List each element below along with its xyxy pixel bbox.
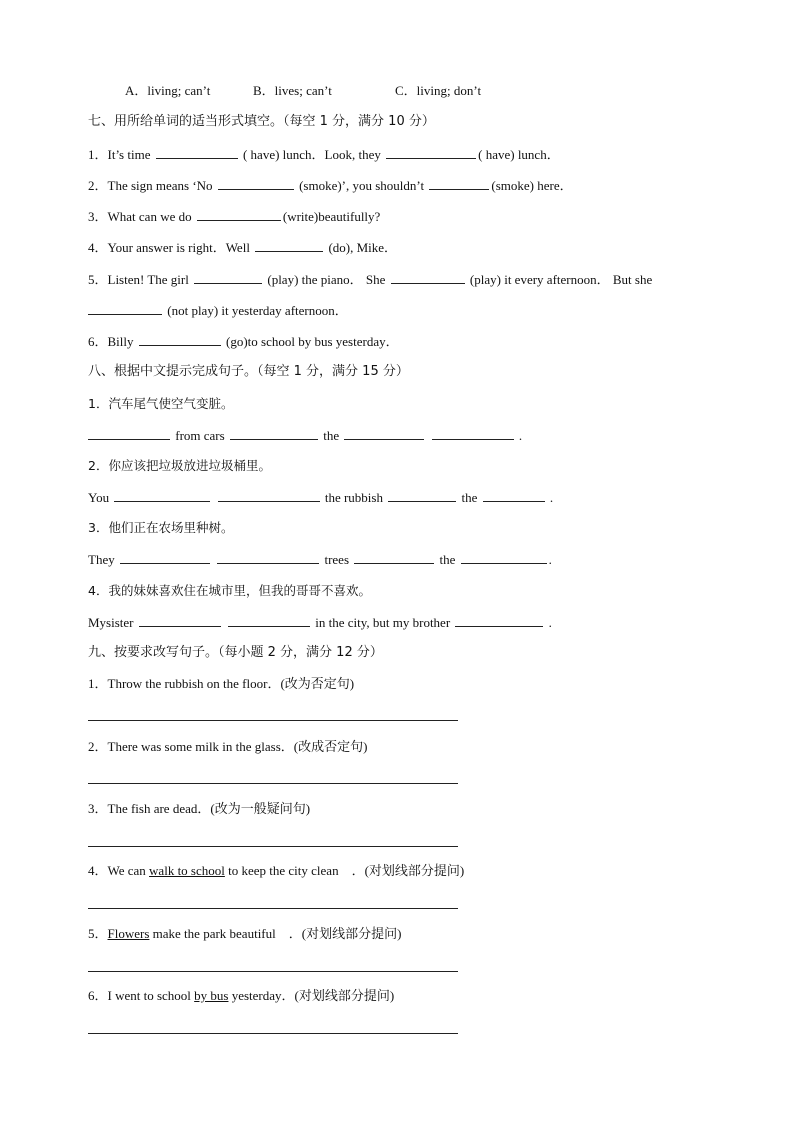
s7-q4-text-b: (do), Mike． [328, 240, 398, 255]
s7-question-5-continued [88, 301, 348, 319]
option-c: C．living; don’t [395, 83, 482, 98]
s8-q3-text-d: . [548, 552, 552, 567]
s7-q5-text-c: (play) it every afternoon． But she [469, 272, 653, 287]
s7-question-2 [88, 176, 573, 194]
s7-q1-text-a: 1．It’s time [88, 147, 151, 162]
s8-q2-text-c: the [461, 490, 478, 505]
s8-q2-blank-3[interactable] [388, 488, 456, 502]
s7-q5-text-b: (play) the piano． She [267, 272, 386, 287]
s8-q1-text-b: the [323, 428, 340, 443]
s8-q1-blank-2[interactable] [230, 426, 318, 440]
s7-q6-text-b: (go)to school by bus yesterday． [226, 334, 399, 349]
s7-question-1 [88, 145, 560, 163]
s8-q4-blank-2[interactable] [228, 613, 310, 627]
s8-q2-blank-4[interactable] [483, 488, 545, 502]
s7-q4-text-a: 4．Your answer is right．Well [88, 240, 250, 255]
s7-q1-blank-2[interactable] [386, 145, 476, 159]
s7-question-6 [88, 332, 399, 350]
s7-q1-text-c: ( have) lunch． [478, 147, 560, 162]
s9-q3-answer-line[interactable] [88, 846, 458, 847]
s7-q6-blank-1[interactable] [139, 332, 221, 346]
s7-q5-blank-3[interactable] [88, 301, 162, 315]
s7-q3-text-b: (write)beautifully? [282, 209, 381, 224]
s9-q6-text-a: 6．I went to school [88, 988, 191, 1003]
s7-q6-text-a: 6．Billy [88, 334, 134, 349]
s8-q2-text-a: You [88, 490, 110, 505]
s7-question-5 [88, 270, 652, 288]
s9-q2-answer-line[interactable] [88, 783, 458, 784]
s8-q1-blank-1[interactable] [88, 426, 170, 440]
section-7-heading: 七、用所给单词的适当形式填空。（每空 1 分，满分 10 分） [88, 114, 435, 129]
s9-q6-underlined-phrase: by bus [194, 988, 229, 1003]
s7-q3-text-a: 3．What can we do [88, 209, 192, 224]
s9-q5-answer-line[interactable] [88, 971, 458, 972]
s9-q6-answer-line[interactable] [88, 1033, 458, 1034]
s7-q2-blank-1[interactable] [218, 176, 294, 190]
s8-question-4 [88, 613, 552, 631]
s8-q1-blank-4[interactable] [432, 426, 514, 440]
s8-q3-blank-4[interactable] [461, 550, 547, 564]
s8-q1-text-a: from cars [175, 428, 225, 443]
s9-q5-text-a: 5． [88, 926, 108, 941]
s8-q3-chinese: 3．他们正在农场里种树。 [88, 520, 234, 535]
s7-q2-text-b: (smoke)’, you shouldn’t [299, 178, 425, 193]
s8-q2-text-d: . [549, 490, 554, 505]
s9-q6-text-b: yesterday．(对划线部分提问) [231, 988, 395, 1003]
s9-question-4 [88, 862, 464, 880]
s8-question-2 [88, 488, 553, 506]
s8-q4-text-a: Mysister [88, 615, 134, 630]
s7-q5-blank-2[interactable] [391, 270, 465, 284]
s8-q3-blank-1[interactable] [120, 550, 210, 564]
s8-q3-text-b: trees [324, 552, 350, 567]
s9-q4-text-a: 4．We can [88, 863, 146, 878]
s8-q3-blank-3[interactable] [354, 550, 434, 564]
s8-question-1 [88, 426, 522, 444]
s9-q1-answer-line[interactable] [88, 720, 458, 721]
s8-q1-text-c: . [518, 428, 523, 443]
s8-q3-text-c: the [439, 552, 456, 567]
s7-question-3 [88, 207, 380, 225]
s7-q1-text-b: ( have) lunch．Look, they [242, 147, 381, 162]
s7-q5-text-a: 5．Listen! The girl [88, 272, 189, 287]
s8-q4-text-b: in the city, but my brother [315, 615, 451, 630]
section-8-heading: 八、根据中文提示完成句子。（每空 1 分，满分 15 分） [88, 364, 409, 379]
s8-q1-chinese: 1．汽车尾气使空气变脏。 [88, 396, 234, 411]
s7-q5-blank-1[interactable] [194, 270, 262, 284]
s7-q3-blank-1[interactable] [197, 207, 281, 221]
s8-q2-blank-1[interactable] [114, 488, 210, 502]
answer-options [125, 82, 481, 100]
option-b: B．lives; can’t [253, 83, 332, 98]
s7-question-4 [88, 238, 397, 256]
s8-q1-blank-3[interactable] [344, 426, 424, 440]
section-9-heading: 九、按要求改写句子。（每小题 2 分，满分 12 分） [88, 645, 383, 660]
s7-q5b-text-a: (not play) it yesterday afternoon． [167, 303, 348, 318]
s7-q2-blank-2[interactable] [429, 176, 489, 190]
s7-q2-text-a: 2．The sign means ‘No [88, 178, 213, 193]
s8-q4-blank-3[interactable] [455, 613, 543, 627]
s8-q3-blank-2[interactable] [217, 550, 319, 564]
s9-q5-underlined-phrase: Flowers [107, 926, 150, 941]
s7-q4-blank-1[interactable] [255, 238, 323, 252]
s8-q2-chinese: 2．你应该把垃圾放进垃圾桶里。 [88, 458, 271, 473]
s9-question-1: 1．Throw the rubbish on the floor．(改为否定句) [88, 676, 355, 691]
s7-q1-blank-1[interactable] [156, 145, 238, 159]
s9-question-3: 3．The fish are dead．(改为一般疑问句) [88, 801, 311, 816]
s9-q5-text-b: make the park beautiful ．(对划线部分提问) [152, 926, 402, 941]
s8-q2-text-b: the rubbish [324, 490, 383, 505]
s9-q4-underlined-phrase: walk to school [149, 863, 225, 878]
s9-question-6 [88, 987, 394, 1005]
s9-question-2: 2．There was some milk in the glass．(改成否定句) [88, 739, 368, 754]
s8-question-3 [88, 550, 552, 568]
s8-q2-blank-2[interactable] [218, 488, 320, 502]
s8-q4-blank-1[interactable] [139, 613, 221, 627]
s8-q4-text-c: . [548, 615, 552, 630]
option-a: A．living; can’t [125, 83, 211, 98]
s9-q4-answer-line[interactable] [88, 908, 458, 909]
s9-question-5 [88, 925, 401, 943]
s8-q4-chinese: 4．我的妹妹喜欢住在城市里，但我的哥哥不喜欢。 [88, 583, 371, 598]
s7-q2-text-c: (smoke) here． [491, 178, 573, 193]
s8-q3-text-a: They [88, 552, 115, 567]
s9-q4-text-b: to keep the city clean ．(对划线部分提问) [228, 863, 465, 878]
